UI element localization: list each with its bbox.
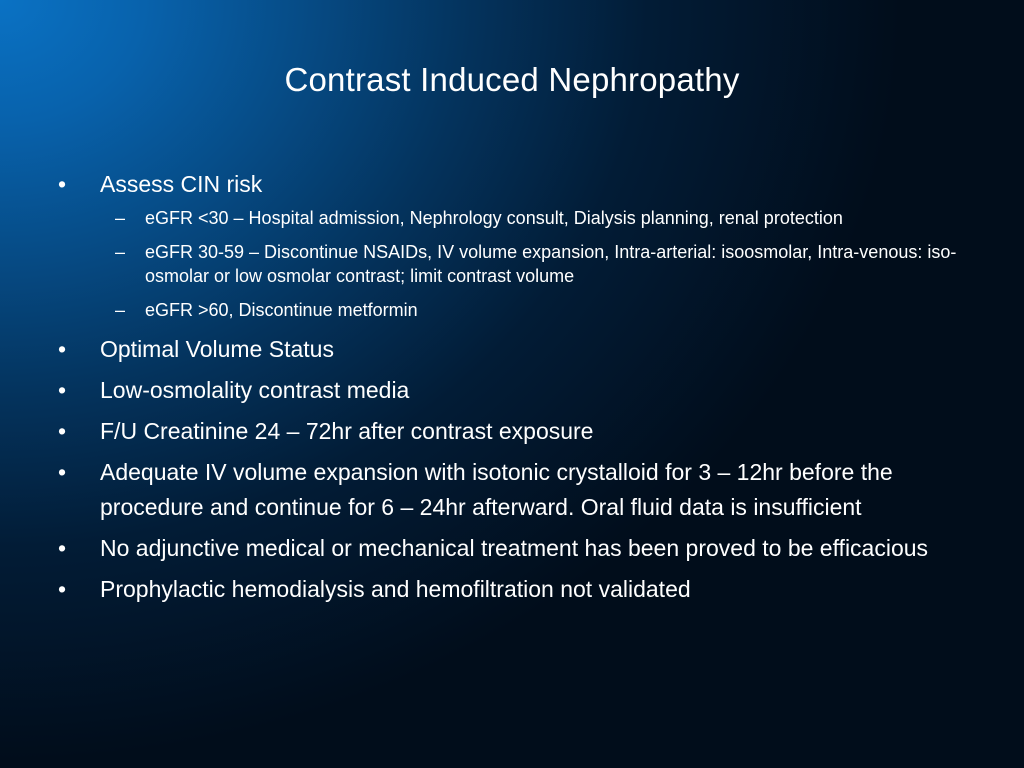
sub-bullet-list — [100, 206, 978, 322]
sub-bullet-text: eGFR <30 – Hospital admission, Nephrology consult, Dialysis planning, renal protection — [145, 208, 843, 228]
bullet-icon: • — [58, 377, 67, 403]
bullet-item — [58, 332, 978, 367]
bullet-icon: • — [58, 535, 67, 561]
bullet-icon: • — [58, 171, 67, 197]
bullet-text: Optimal Volume Status — [100, 336, 334, 362]
sub-bullet-text: eGFR 30-59 – Discontinue NSAIDs, IV volume expansion, Intra-arterial: isoosmolar, Intra-venous: iso-osmolar or low osmolar contrast; limit contrast volume — [145, 242, 957, 286]
bullet-icon: • — [58, 336, 67, 362]
bullet-item — [58, 455, 978, 525]
sub-bullet-text: eGFR >60, Discontinue metformin — [145, 300, 418, 320]
bullet-item — [58, 531, 978, 566]
bullet-text: Prophylactic hemodialysis and hemofiltration not validated — [100, 576, 691, 602]
bullet-text: F/U Creatinine 24 – 72hr after contrast exposure — [100, 418, 594, 444]
bullet-list — [58, 167, 978, 613]
sub-bullet-item — [100, 240, 978, 288]
bullet-text: Adequate IV volume expansion with isotonic crystalloid for 3 – 12hr before the procedure and continue for 6 – 24hr afterward. Oral fluid data is insufficient — [100, 459, 893, 520]
dash-icon: – — [115, 208, 126, 228]
bullet-item — [58, 373, 978, 408]
bullet-text: No adjunctive medical or mechanical treatment has been proved to be efficacious — [100, 535, 929, 561]
bullet-icon: • — [58, 576, 67, 602]
bullet-icon: • — [58, 418, 67, 444]
bullet-item — [58, 572, 978, 607]
bullet-item — [58, 167, 978, 322]
sub-bullet-item — [100, 298, 978, 322]
dash-icon: – — [115, 242, 126, 262]
slide-title: Contrast Induced Nephropathy — [284, 61, 740, 98]
bullet-item — [58, 414, 978, 449]
bullet-text: Assess CIN risk — [100, 171, 263, 197]
bullet-text: Low-osmolality contrast media — [100, 377, 410, 403]
bullet-icon: • — [58, 459, 67, 485]
dash-icon: – — [115, 300, 126, 320]
sub-bullet-item — [100, 206, 978, 230]
